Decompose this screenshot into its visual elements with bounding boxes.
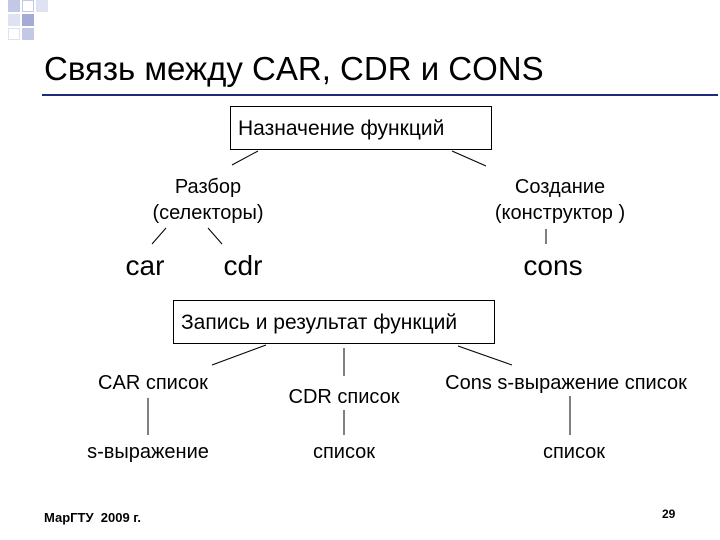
constructor-title: Создание xyxy=(514,176,606,198)
cdr-leaf: cdr xyxy=(223,250,263,281)
car-call: CAR список xyxy=(98,372,208,394)
selectors-subtitle: (селекторы) xyxy=(152,202,264,224)
cons-result: список xyxy=(542,441,606,463)
car-leaf: car xyxy=(125,250,165,281)
car-result: s-выражение xyxy=(87,441,209,463)
cdr-call: CDR список xyxy=(288,386,400,408)
purpose-root-box xyxy=(230,106,492,150)
notation-root-label: Запись и результат функций xyxy=(181,310,458,334)
selectors-node xyxy=(110,174,306,226)
cons-leaf: cons xyxy=(523,250,583,281)
notation-root-box xyxy=(173,300,495,344)
page-number: 29 xyxy=(662,507,676,521)
footer-text: МарГТУ 2009 г. xyxy=(44,510,142,525)
constructor-subtitle: (конструктор ) xyxy=(494,202,626,224)
selectors-title: Разбор xyxy=(174,176,242,198)
constructor-node xyxy=(460,174,660,226)
cons-call: Cons s-выражение список xyxy=(445,372,687,394)
slide-title: Связь между CAR, CDR и CONS xyxy=(44,50,544,87)
purpose-root-label: Назначение функций xyxy=(238,116,445,140)
cdr-result: список xyxy=(312,441,376,463)
